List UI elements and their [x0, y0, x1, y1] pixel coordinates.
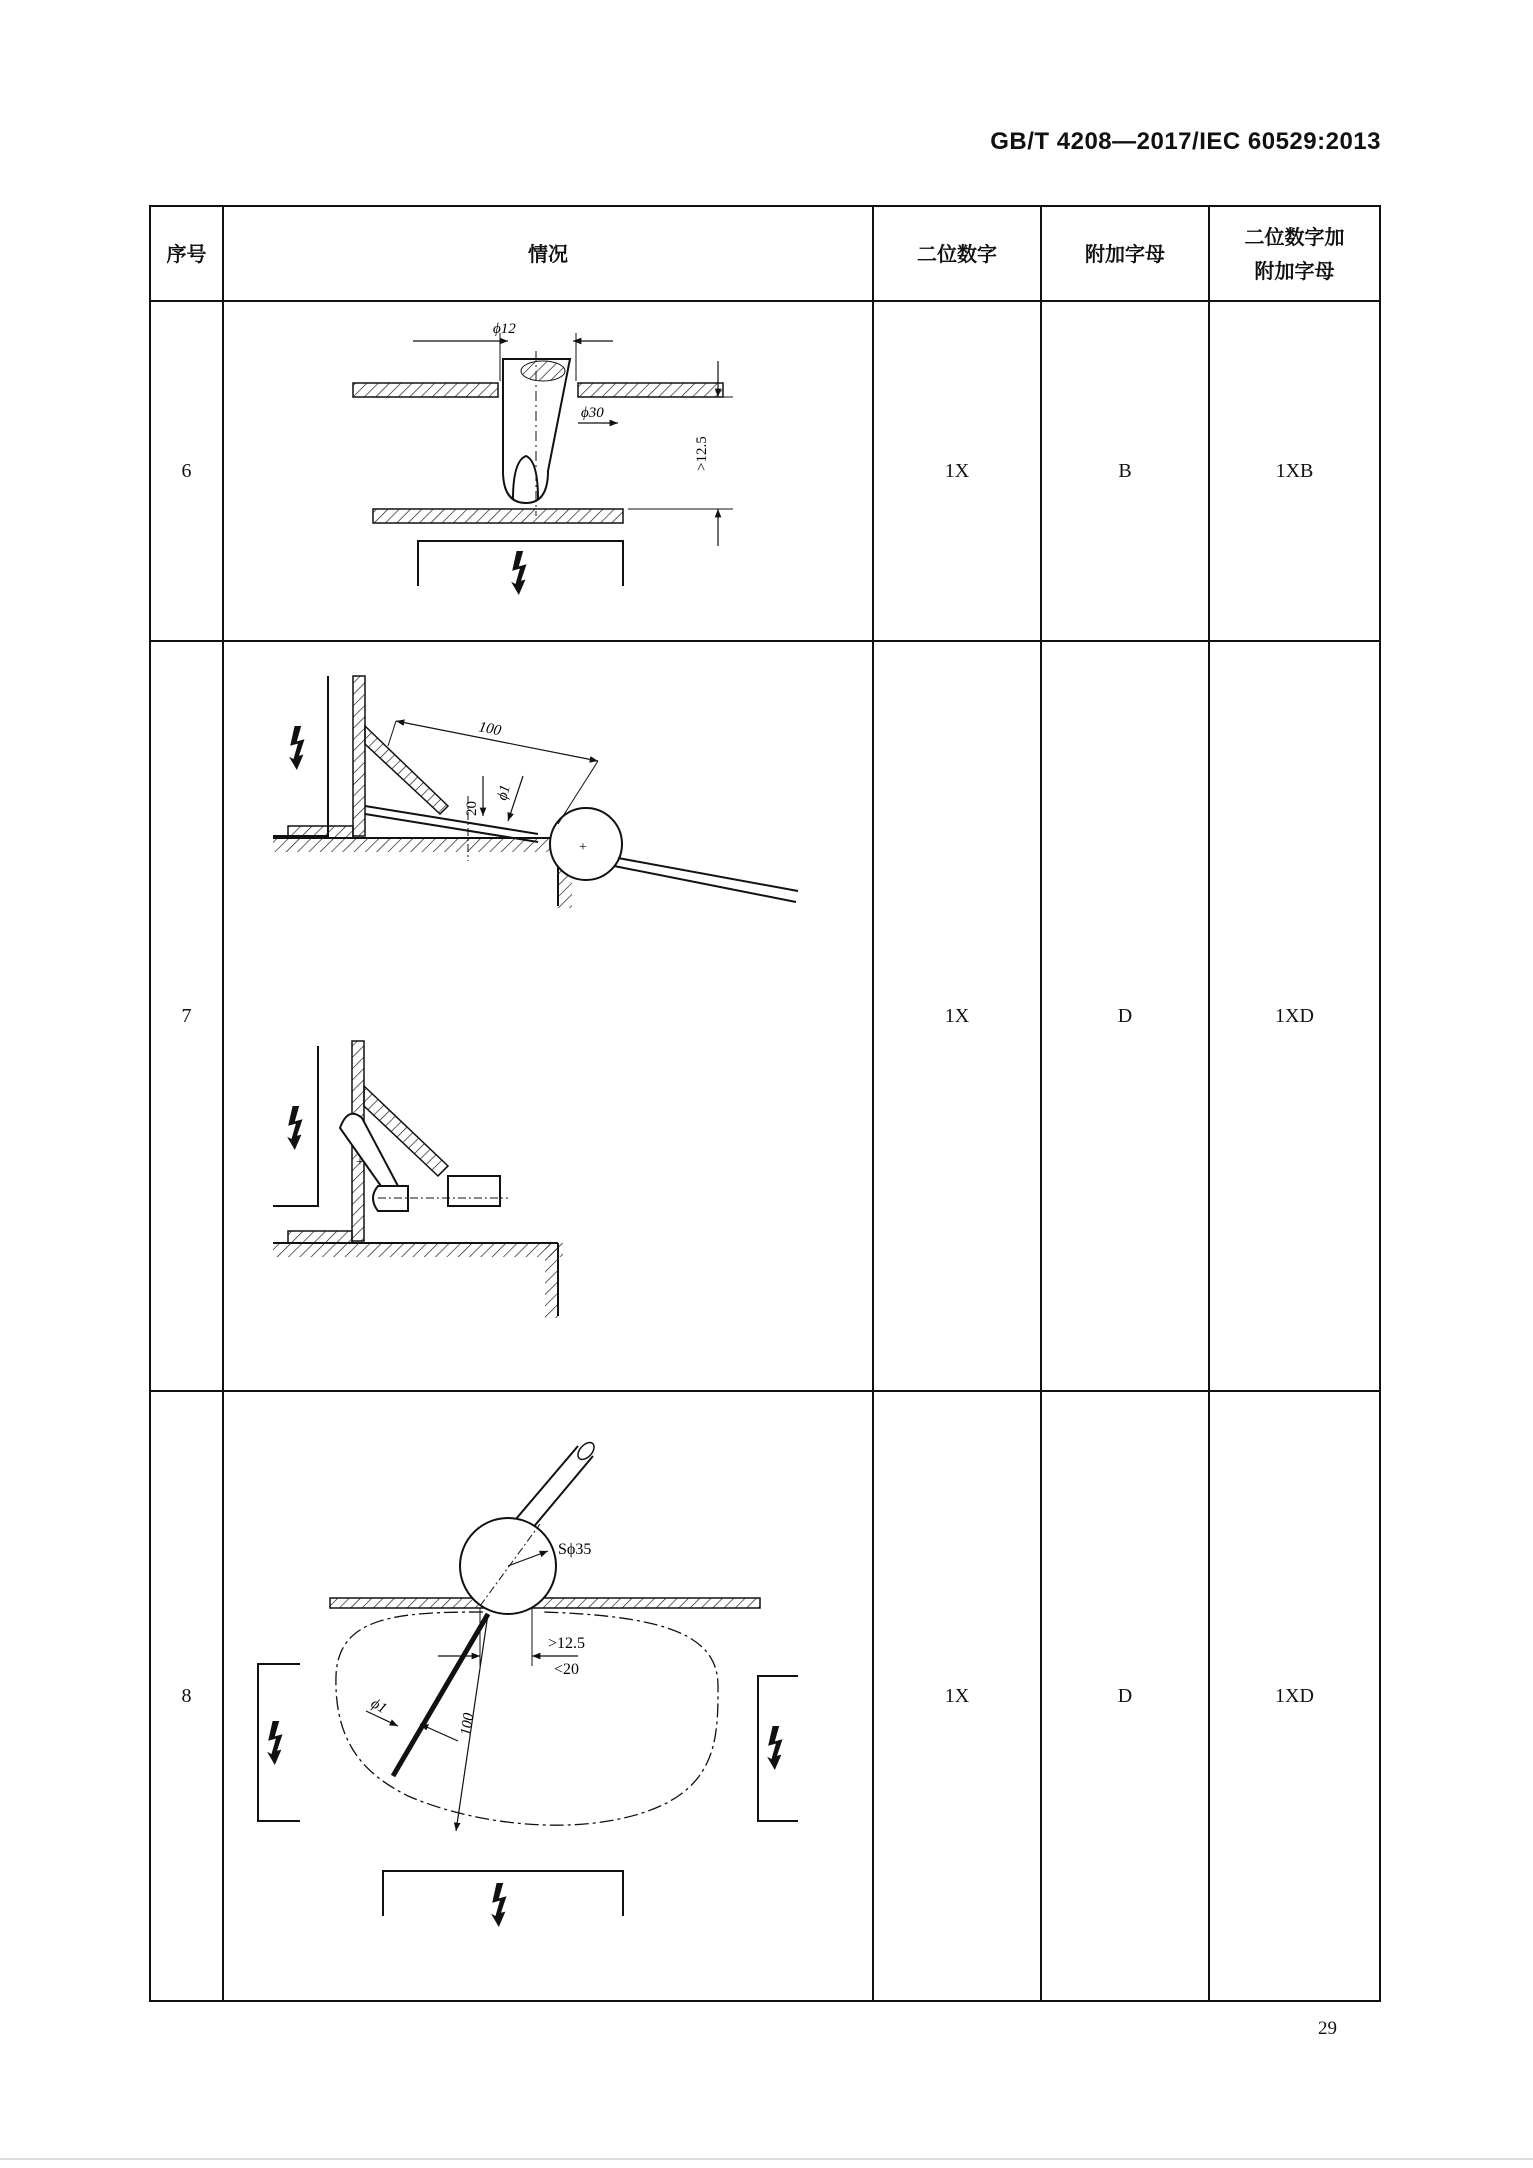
protection-table [149, 205, 1381, 2002]
dim-phi30: ϕ30 [581, 405, 604, 421]
letter-code: B [1041, 301, 1209, 641]
finger-probe-diagram [338, 321, 758, 621]
standard-number: GB/T 4208—2017/IEC 60529:2013 [990, 128, 1381, 155]
dim-gt125: >12.5 [548, 1635, 586, 1652]
page-edge [0, 2158, 1533, 2160]
dim-100: 100 [458, 1712, 478, 1737]
dim-100: 100 [477, 719, 503, 740]
high-voltage-icon [491, 1883, 506, 1927]
digit-code: 1X [873, 301, 1041, 641]
table-row [150, 1391, 1380, 2001]
combined-code: 1XD [1209, 641, 1380, 1391]
col-header-situation: 情况 [223, 206, 873, 301]
table-header-row [150, 206, 1380, 301]
col-header-digits: 二位数字 [873, 206, 1041, 301]
table-row [150, 301, 1380, 641]
wire-probe-diagram [268, 666, 828, 1366]
dim-phi12: ϕ12 [493, 321, 516, 337]
letter-code: D [1041, 641, 1209, 1391]
row-number: 8 [150, 1391, 223, 2001]
col-header-no: 序号 [150, 206, 223, 301]
col-header-combined: 二位数字加 附加字母 [1209, 206, 1380, 301]
combined-code: 1XD [1209, 1391, 1380, 2001]
svg-text:+: + [579, 840, 587, 855]
high-voltage-icon [511, 551, 526, 595]
high-voltage-icon [267, 1721, 282, 1765]
svg-text:+: + [356, 1155, 364, 1170]
col-header-letter: 附加字母 [1041, 206, 1209, 301]
dim-phi1: ϕ1 [494, 783, 514, 803]
situation-figure-8 [223, 1391, 873, 2001]
dim-gt125: >12.5 [694, 436, 710, 471]
high-voltage-icon [287, 1106, 302, 1150]
digit-code: 1X [873, 641, 1041, 1391]
dim-20: 20 [464, 801, 480, 816]
high-voltage-icon [767, 1726, 782, 1770]
situation-figure-6 [223, 301, 873, 641]
combined-code: 1XB [1209, 301, 1380, 641]
sphere-probe-diagram [248, 1416, 848, 1976]
table-row [150, 641, 1380, 1391]
row-number: 6 [150, 301, 223, 641]
digit-code: 1X [873, 1391, 1041, 2001]
dim-sphi35: Sϕ35 [558, 1541, 592, 1558]
row-number: 7 [150, 641, 223, 1391]
situation-figure-7 [223, 641, 873, 1391]
dim-lt20: <20 [554, 1661, 580, 1678]
page-number: 29 [1318, 2018, 1337, 2039]
letter-code: D [1041, 1391, 1209, 2001]
dim-phi1: ϕ1 [368, 1695, 390, 1718]
high-voltage-icon [289, 726, 304, 770]
